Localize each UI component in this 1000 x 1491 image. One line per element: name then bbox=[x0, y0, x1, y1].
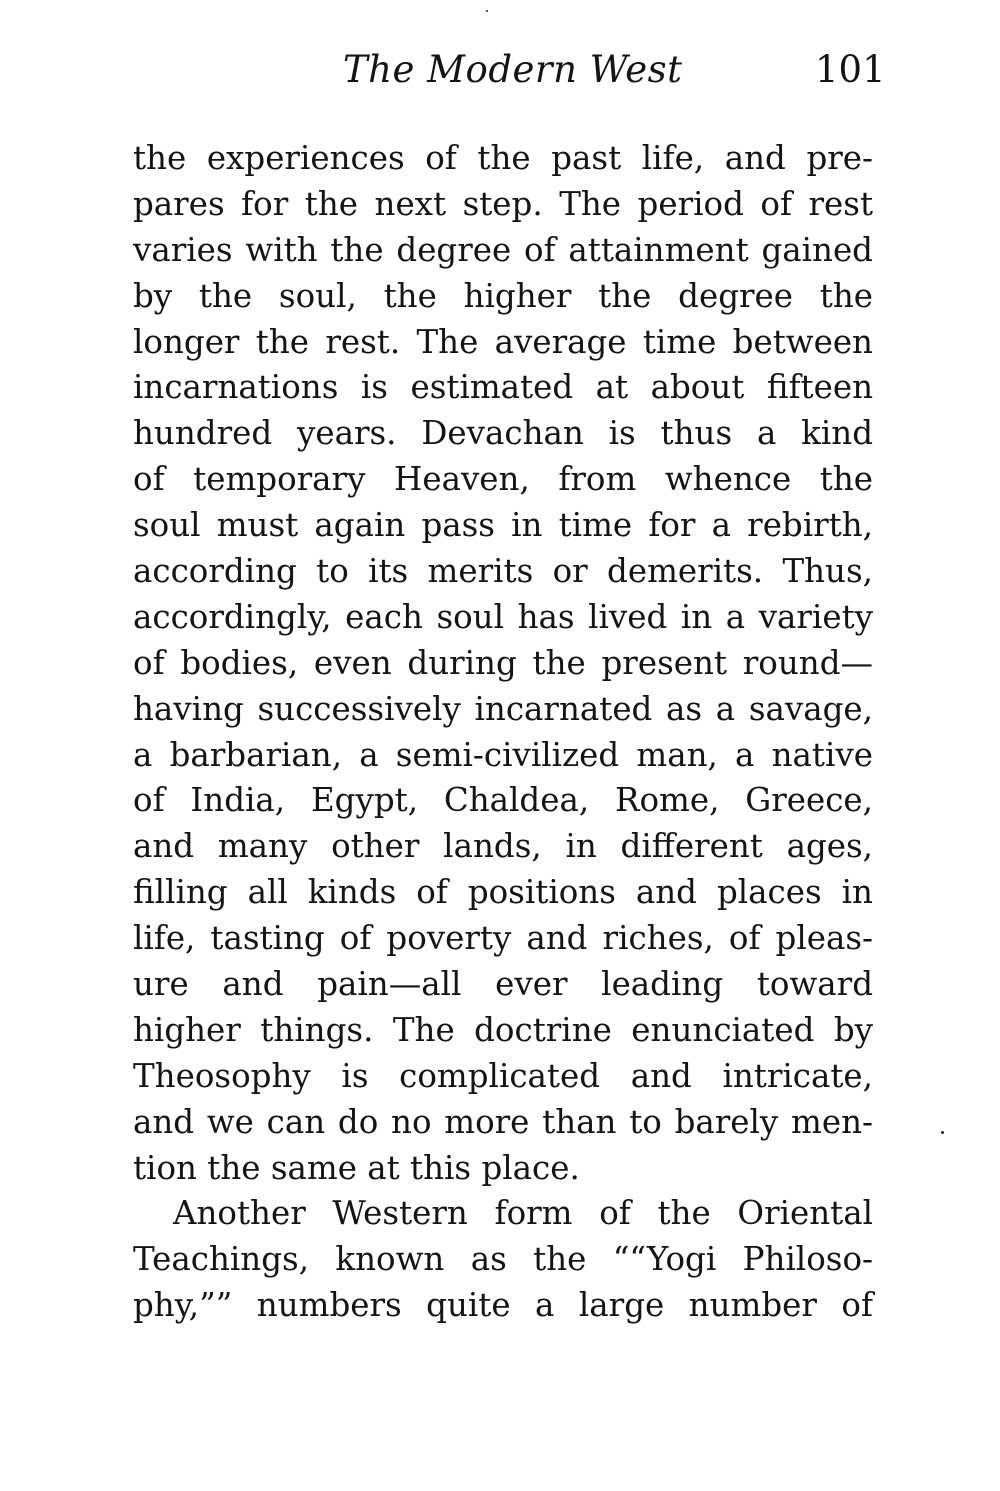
paragraph-1 bbox=[133, 136, 873, 1191]
running-head bbox=[0, 48, 1000, 98]
text-line: longer the rest. The average time between bbox=[133, 322, 873, 361]
text-line: and many other lands, in different ages, bbox=[133, 827, 873, 866]
text-line: the experiences of the past life, and pre- bbox=[133, 139, 873, 177]
text-line: varies with the degree of attainment gained bbox=[133, 230, 873, 269]
text-line: of temporary Heaven, from whence the bbox=[133, 460, 873, 499]
text-line: Another Western form of the Oriental bbox=[173, 1194, 873, 1233]
text-line: according to its merits or demerits. Thus, bbox=[133, 552, 873, 591]
body-text bbox=[133, 136, 873, 1329]
text-line: a barbarian, a semi-civilized man, a native bbox=[133, 735, 873, 774]
text-line: tion the same at this place. bbox=[133, 1148, 580, 1187]
text-line: of bodies, even during the present round— bbox=[133, 643, 873, 682]
text-line: and we can do no more than to barely men- bbox=[133, 1102, 873, 1141]
text-line: Theosophy is complicated and intricate, bbox=[133, 1056, 873, 1095]
text-line: ure and pain—all ever leading toward bbox=[133, 965, 873, 1004]
ink-speck bbox=[941, 1131, 944, 1134]
running-title: The Modern West bbox=[343, 48, 683, 91]
page-number: 101 bbox=[815, 48, 886, 91]
text-line: having successively incarnated as a savage, bbox=[133, 689, 873, 728]
text-line: soul must again pass in time for a rebirth, bbox=[133, 506, 873, 545]
text-line: phy,”” numbers quite a large number of bbox=[133, 1286, 873, 1325]
text-line: life, tasting of poverty and riches, of pleas- bbox=[133, 919, 873, 958]
text-line: higher things. The doctrine enunciated by bbox=[133, 1010, 873, 1049]
text-line: pares for the next step. The period of rest bbox=[133, 184, 873, 223]
text-line: filling all kinds of positions and places in bbox=[133, 873, 873, 912]
text-line: incarnations is estimated at about fifteen bbox=[133, 368, 873, 407]
text-line: hundred years. Devachan is thus a kind bbox=[133, 414, 873, 453]
ink-speck bbox=[486, 10, 488, 12]
paragraph-2 bbox=[133, 1191, 873, 1329]
text-line: by the soul, the higher the degree the bbox=[133, 276, 873, 315]
text-line: of India, Egypt, Chaldea, Rome, Greece, bbox=[133, 781, 873, 820]
text-line: accordingly, each soul has lived in a variety bbox=[133, 597, 873, 636]
text-line: Teachings, known as the ““Yogi Philoso- bbox=[133, 1240, 873, 1279]
